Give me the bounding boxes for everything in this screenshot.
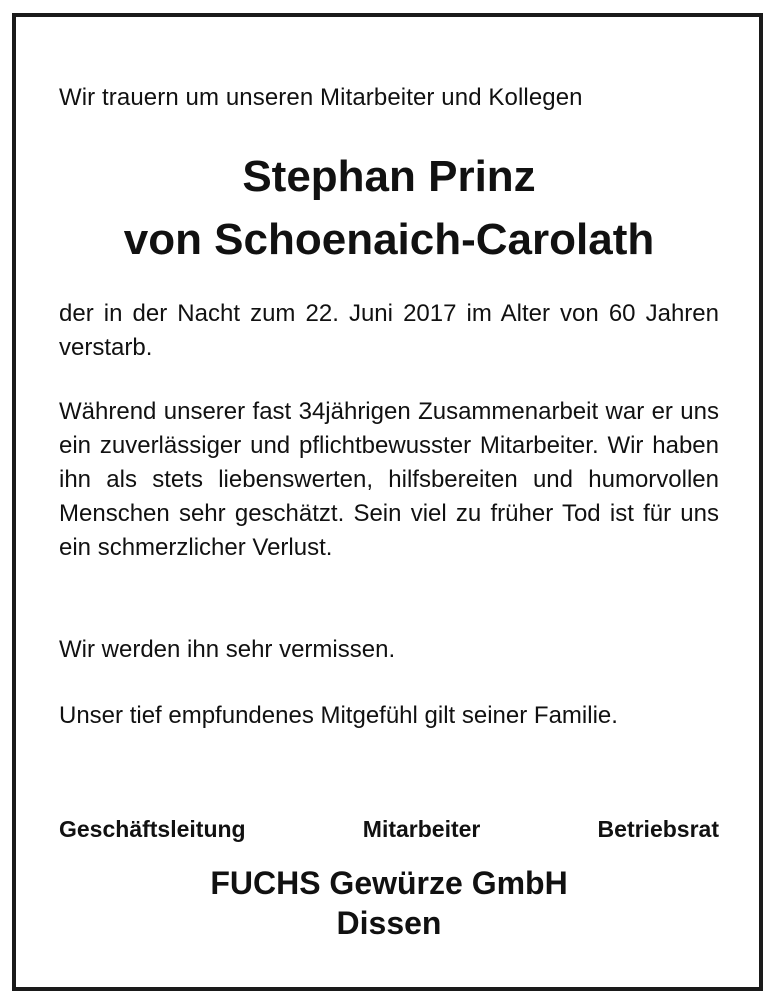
name-line-1: Stephan Prinz [242,152,536,201]
death-paragraph: der in der Nacht zum 22. Juni 2017 im Alter von 60 Jahren verstarb. [59,300,719,361]
deceased-name [59,145,719,271]
signer-employees: Mitarbeiter [362,816,481,842]
intro-text: Wir trauern um unseren Mitarbeiter und Kollegen [59,84,583,111]
company-block [59,863,719,943]
company-city: Dissen [336,905,442,941]
condolence-paragraph: Unser tief empfundenes Mitgefühl gilt seiner Familie. [59,702,618,729]
signer-works-council: Betriebsrat [597,816,719,842]
signer-management: Geschäftsleitung [59,816,246,842]
obituary-frame [12,13,763,991]
name-line-2: von Schoenaich-Carolath [123,215,655,264]
missing-paragraph: Wir werden ihn sehr vermissen. [59,636,396,663]
tribute-paragraph: Während unserer fast 34jährigen Zusammenarbeit war er uns ein zuverlässiger und pflichtbewusster Mitarbeiter. Wir haben ihn als stets liebenswerten, hilfsbereiten und humorvollen Menschen sehr geschätzt. Sein viel zu früher Tod ist für uns ein schmerzlicher Verlust. [59,398,719,561]
company-name: FUCHS Gewürze GmbH [210,865,568,901]
signers-row [59,812,719,846]
